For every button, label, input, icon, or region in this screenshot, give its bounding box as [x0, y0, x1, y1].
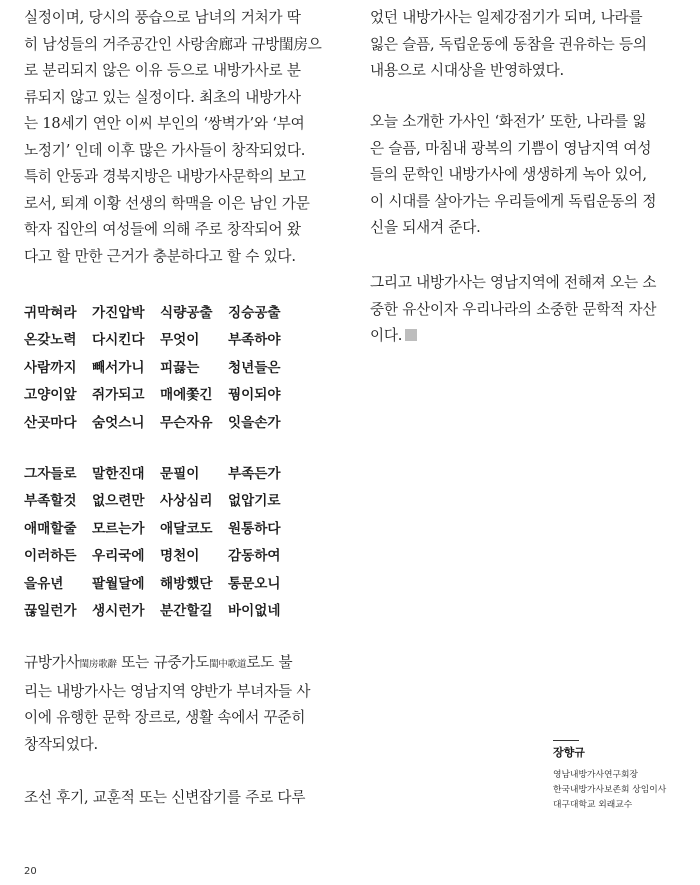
paragraph-text [370, 5, 670, 85]
poem-word: 가진압박 [92, 304, 145, 321]
text-line: 히 남성들의 거주공간인 사랑舍廊과 규방閨房으 [24, 35, 322, 53]
page-number: 20 [24, 866, 37, 877]
text-line: 잃은 슬픔, 독립운동에 동참을 권유하는 등의 [370, 35, 647, 53]
left-paragraph-3 [24, 785, 322, 812]
text-line: 은 슬픔, 마침내 광복의 기쁨이 영남지역 여성 [370, 139, 652, 157]
text-line: 내용으로 시대상을 반영하였다. [370, 62, 564, 79]
poem-word: 애달코도 [160, 520, 213, 537]
text-line [24, 650, 322, 679]
poem-word: 징승공출 [228, 304, 281, 321]
poem-word: 다시킨다 [92, 332, 145, 349]
poem-row [24, 568, 324, 596]
text-line: 학자 집안의 여성들에 의해 주로 창작되어 왔 [24, 221, 301, 238]
text-run: 또는 규중가도 [116, 654, 210, 671]
poem-word: 애매할줄 [24, 520, 77, 537]
author-role: 영남내방가사연구회장 [553, 770, 638, 780]
text-line: 노정기’ 인데 이후 많은 가사들이 창작되었다. [24, 141, 306, 159]
author-role: 한국내방가사보존회 상임이사 [553, 785, 667, 795]
text-line: 실정이며, 당시의 풍습으로 남녀의 거처가 딱 [24, 9, 301, 26]
poem-row [24, 325, 324, 353]
paragraph-text [24, 785, 322, 812]
poem-word: 고양이앞 [24, 387, 77, 404]
text-line: 창작되었다. [24, 735, 98, 753]
end-of-article-mark [405, 329, 417, 341]
poem-stanza-1 [24, 297, 324, 435]
poem-word: 청년들은 [228, 359, 281, 376]
paragraph-text [370, 109, 670, 242]
poem-word: 쥐가되고 [92, 387, 145, 404]
poem-stanza-2 [24, 458, 324, 623]
poem-row [24, 541, 324, 569]
text-line: 리는 내방가사는 영남지역 양반가 부녀자들 사 [24, 682, 311, 700]
text-run: 규방가사 [24, 654, 80, 671]
poem-word: 그자들로 [24, 465, 77, 482]
right-paragraph-3 [370, 270, 670, 350]
text-line: 었던 내방가사는 일제강점기가 되며, 나라를 [370, 9, 643, 26]
hanja-annotation: 閨房歌辭 [79, 659, 117, 670]
poem-word: 산곳마다 [24, 414, 77, 431]
text-line: 조선 후기, 교훈적 또는 신변잡기를 주로 다루 [24, 789, 306, 806]
poem-word: 무엇이 [160, 332, 200, 349]
text-line: 중한 유산이자 우리나라의 소중한 문학적 자산 [370, 300, 657, 318]
text-line: 특히 안동과 경북지방은 내방가사문학의 보고 [24, 168, 306, 185]
right-paragraph-2 [370, 109, 670, 242]
poem-word: 온갖노력 [24, 332, 77, 349]
paragraph-text [24, 650, 322, 758]
author-byline [553, 740, 666, 813]
text-line: 로 분리되지 않은 이유 등으로 내방가사로 분 [24, 62, 301, 79]
left-intro-paragraph [24, 5, 322, 270]
text-line [370, 323, 670, 350]
poem-row [24, 297, 324, 325]
poem-word: 생시런가 [92, 603, 145, 620]
text-run: 이다. [370, 327, 403, 344]
divider [553, 740, 579, 741]
poem-word: 말한진대 [92, 465, 145, 482]
poem-word: 모르는가 [92, 520, 145, 537]
poem-row [24, 458, 324, 486]
poem-word: 부족할것 [24, 493, 77, 510]
poem-word: 문필이 [160, 465, 200, 482]
poem-row [24, 486, 324, 514]
text-line: 그리고 내방가사는 영남지역에 전해져 오는 소 [370, 274, 657, 291]
poem-word: 감동하여 [228, 548, 281, 565]
author-role: 대구대학교 외래교수 [553, 800, 633, 810]
poem-word: 분간할길 [160, 603, 213, 620]
poem-word: 원통하다 [228, 520, 281, 537]
poem-word: 을유년 [24, 575, 64, 592]
poem-word: 이러하든 [24, 548, 77, 565]
poem-row [24, 407, 324, 435]
poem-word: 피끓는 [160, 359, 200, 376]
poem-word: 명천이 [160, 548, 200, 565]
poem-word: 꿩이되야 [228, 387, 281, 404]
paragraph-text [370, 270, 670, 350]
text-line: 류되지 않고 있는 실정이다. 최초의 내방가사 [24, 88, 301, 106]
poem-word: 우리국에 [92, 548, 145, 565]
poem-word: 없으련만 [92, 493, 145, 510]
poem-word: 숨엇스니 [92, 414, 145, 431]
text-line: 다고 할 만한 근거가 충분하다고 할 수 있다. [24, 247, 296, 265]
author-name: 장향규 [553, 746, 585, 759]
poem-word: 끊일런가 [24, 603, 77, 620]
text-line: 신을 되새겨 준다. [370, 219, 481, 236]
poem-word: 해방했단 [160, 575, 213, 592]
poem-word: 귀막혀라 [24, 304, 77, 321]
hanja-annotation: 閨中歌道 [209, 659, 247, 670]
text-line: 로서, 퇴계 이황 선생의 학맥을 이은 남인 가문 [24, 194, 310, 212]
poem-word: 잇을손가 [228, 414, 281, 431]
poem-word: 팔월달에 [92, 575, 145, 592]
poem-word: 빼서가니 [92, 359, 145, 376]
poem-word: 무슨자유 [160, 414, 213, 431]
text-line: 오늘 소개한 가사인 ‘화전가’ 또한, 나라를 잃 [370, 113, 647, 130]
text-line: 들의 문학인 내방가사에 생생하게 녹아 있어, [370, 166, 647, 183]
poem-word: 통문오니 [228, 575, 281, 592]
poem-word: 매에쫓긴 [160, 387, 213, 404]
poem-row [24, 380, 324, 408]
poem-word: 부족든가 [228, 465, 281, 482]
poem-word: 사상심리 [160, 493, 213, 510]
poem-word: 부족하야 [228, 332, 281, 349]
poem-word: 바이없네 [228, 603, 281, 620]
poem-row [24, 596, 324, 624]
poem-word: 식량공출 [160, 304, 213, 321]
poem-word: 없압기로 [228, 493, 281, 510]
text-run: 로도 불 [246, 654, 293, 671]
right-paragraph-1 [370, 5, 670, 85]
intro-text [24, 5, 322, 270]
poem-row [24, 352, 324, 380]
poem-row [24, 513, 324, 541]
text-line: 이에 유행한 문학 장르로, 생활 속에서 꾸준히 [24, 709, 306, 726]
left-paragraph-2 [24, 650, 322, 758]
poem-word: 사람까지 [24, 359, 77, 376]
text-line: 는 18세기 연안 이씨 부인의 ‘쌍벽가’와 ‘부여 [24, 115, 305, 132]
text-line: 이 시대를 살아가는 우리들에게 독립운동의 정 [370, 192, 657, 210]
